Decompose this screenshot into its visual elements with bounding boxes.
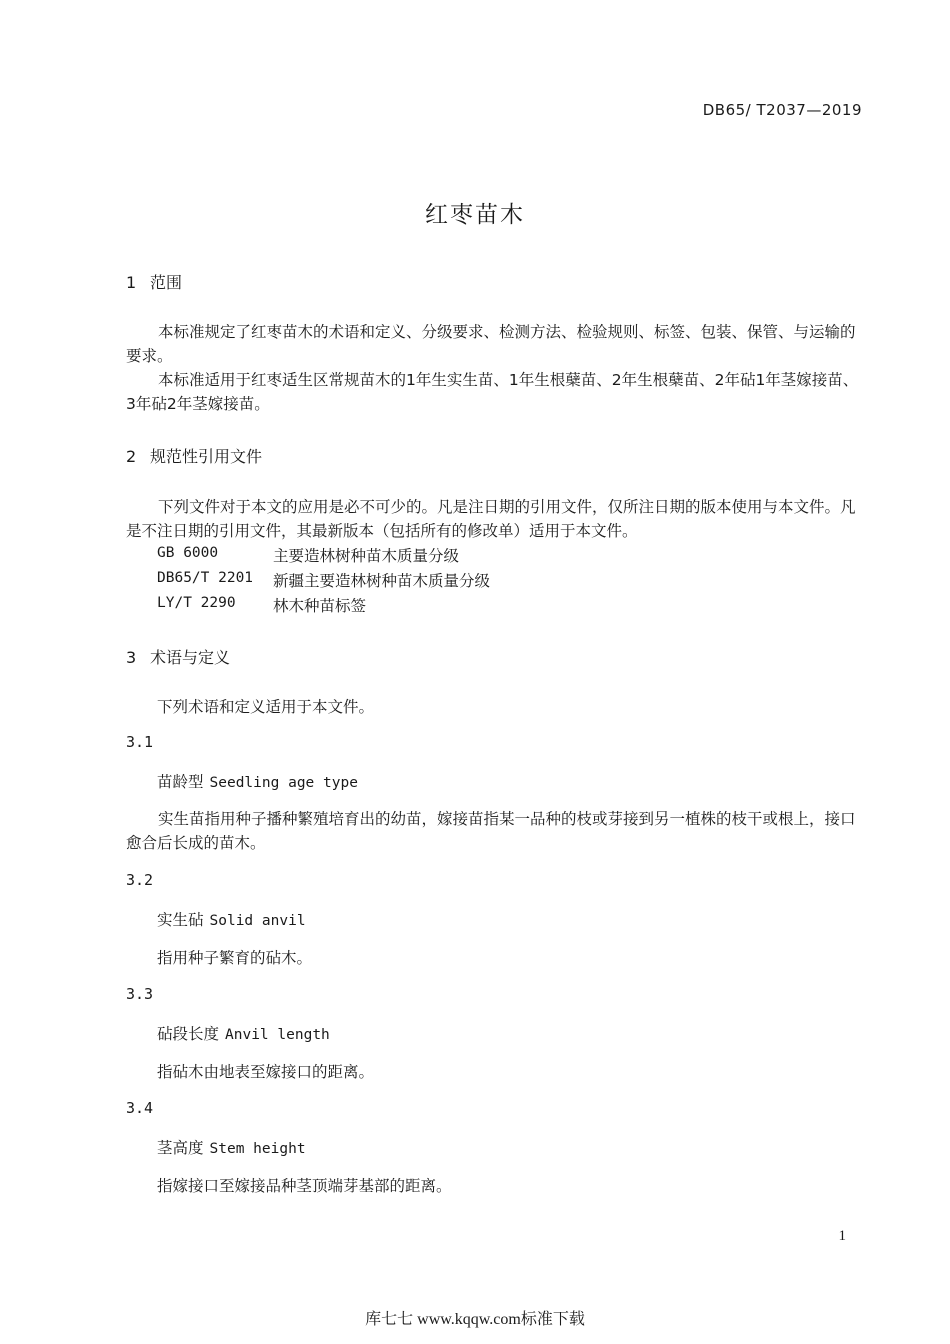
- document-title: 红枣苗木: [425, 202, 525, 228]
- term-zh: 茎高度: [157, 1139, 204, 1157]
- paragraph: 本标准规定了红枣苗木的术语和定义、分级要求、检测方法、检验规则、标签、包装、保管、与运输的要求。: [126, 323, 856, 365]
- section-1-heading: [126, 270, 182, 293]
- reference-code: GB 6000: [157, 545, 219, 561]
- section-number: 3: [126, 648, 137, 667]
- section-2-heading: [126, 444, 262, 467]
- footer-watermark: 库七七 www.kqqw.com标准下载: [365, 1311, 585, 1328]
- section-title: 范围: [150, 273, 183, 292]
- section-number: 2: [126, 447, 137, 466]
- term-zh: 苗龄型: [157, 773, 204, 791]
- page-number: 1: [838, 1228, 846, 1244]
- section-title: 规范性引用文件: [150, 447, 263, 466]
- reference-code: LY/T 2290: [157, 595, 236, 611]
- term-number: 3.4: [126, 1099, 154, 1117]
- term-definition: 指嫁接口至嫁接品种茎顶端芽基部的距离。: [157, 1177, 452, 1195]
- term-heading: [157, 908, 306, 930]
- term-en: Stem height: [209, 1141, 306, 1157]
- term-definition: 实生苗指用种子播种繁殖培育出的幼苗，嫁接苗指某一品种的枝或芽接到另一植株的枝干或根上，接口愈合后长成的苗木。: [126, 810, 856, 852]
- term-zh: 实生砧: [157, 911, 204, 929]
- paragraph: 下列术语和定义适用于本文件。: [157, 698, 375, 716]
- term-en: Anvil length: [225, 1027, 330, 1043]
- reference-code: DB65/T 2201: [157, 570, 254, 586]
- document-number: DB65/ T2037—2019: [702, 101, 862, 119]
- term-number: 3.3: [126, 985, 154, 1003]
- paragraph: 本标准适用于红枣适生区常规苗木的1年生实生苗、1年生根蘖苗、2年生根蘖苗、2年砧1年茎嫁接苗、3年砧2年茎嫁接苗。: [126, 371, 859, 413]
- term-heading: [157, 1022, 330, 1044]
- term-heading: [157, 770, 358, 792]
- term-en: Solid anvil: [209, 913, 306, 929]
- term-en: Seedling age type: [209, 775, 358, 791]
- paragraph: 下列文件对于本文的应用是必不可少的。凡是注日期的引用文件，仅所注日期的版本使用与本文件。凡是不注日期的引用文件，其最新版本（包括所有的修改单）适用于本文件。: [126, 498, 856, 540]
- term-number: 3.2: [126, 871, 154, 889]
- term-number: 3.1: [126, 733, 154, 751]
- term-heading: [157, 1136, 306, 1158]
- reference-title: 林木种苗标签: [273, 597, 367, 615]
- reference-title: 新疆主要造林树种苗木质量分级: [273, 572, 491, 590]
- term-zh: 砧段长度: [157, 1025, 220, 1043]
- section-title: 术语与定义: [150, 648, 231, 667]
- reference-title: 主要造林树种苗木质量分级: [273, 547, 460, 565]
- section-number: 1: [126, 273, 137, 292]
- term-definition: 指用种子繁育的砧木。: [157, 949, 313, 967]
- section-3-heading: [126, 645, 230, 668]
- term-definition: 指砧木由地表至嫁接口的距离。: [157, 1063, 375, 1081]
